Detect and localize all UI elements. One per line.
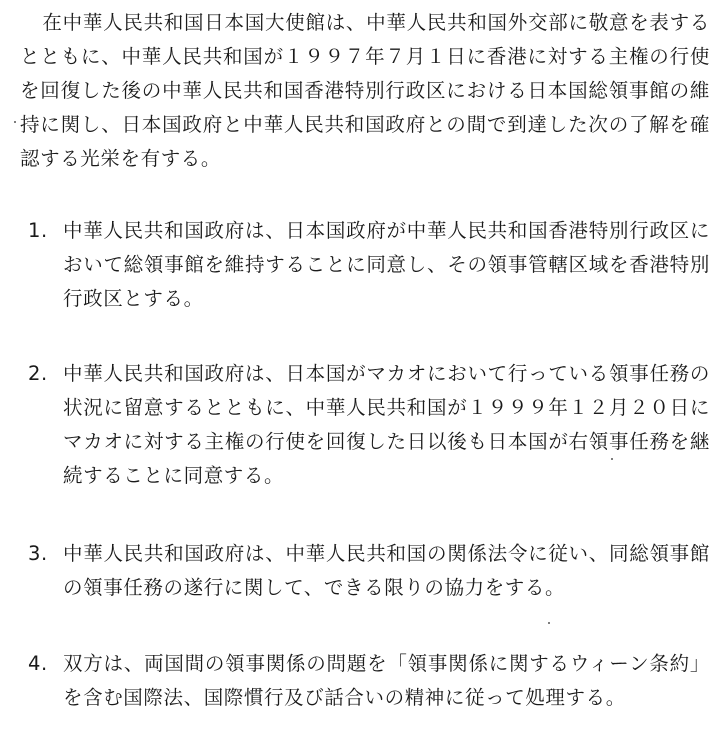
list-item	[20, 647, 710, 715]
item-number: 3.	[28, 542, 48, 565]
list-item	[20, 537, 710, 605]
item-number: 4.	[28, 652, 48, 675]
list-item	[20, 214, 710, 316]
scan-speck	[14, 121, 16, 123]
item-text: 双方は、両国間の領事関係の問題を「領事関係に関するウィーン条約」を含む国際法、国際慣行及び話合いの精神に従って処理する。	[63, 652, 710, 709]
intro-paragraph: 在中華人民共和国日本国大使館は、中華人民共和国外交部に敬意を表するとともに、中華人民共和国が１９９７年７月１日に香港に対する主権の行使を回復した後の中華人民共和国香港特別行政区における日本国総領事館の維持に関し、日本国政府と中華人民共和国政府との間で到達した次の了解を確認する光栄を有する。	[20, 11, 710, 170]
scan-speck	[611, 458, 613, 460]
item-text: 中華人民共和国政府は、日本国がマカオにおいて行っている領事任務の状況に留意するとともに、中華人民共和国が１９９９年１２月２０日にマカオに対する主権の行使を回復した日以後も日本国が右領事任務を継続することに同意する。	[63, 362, 710, 487]
item-number: 2.	[28, 362, 48, 385]
item-number: 1.	[28, 219, 48, 242]
item-text: 中華人民共和国政府は、中華人民共和国の関係法令に従い、同総領事館の領事任務の遂行に関して、できる限りの協力をする。	[63, 542, 710, 599]
item-text: 中華人民共和国政府は、日本国政府が中華人民共和国香港特別行政区において総領事館を維持することに同意し、その領事管轄区域を香港特別行政区とする。	[63, 219, 710, 310]
scan-speck	[548, 622, 550, 624]
list-item	[20, 357, 710, 493]
